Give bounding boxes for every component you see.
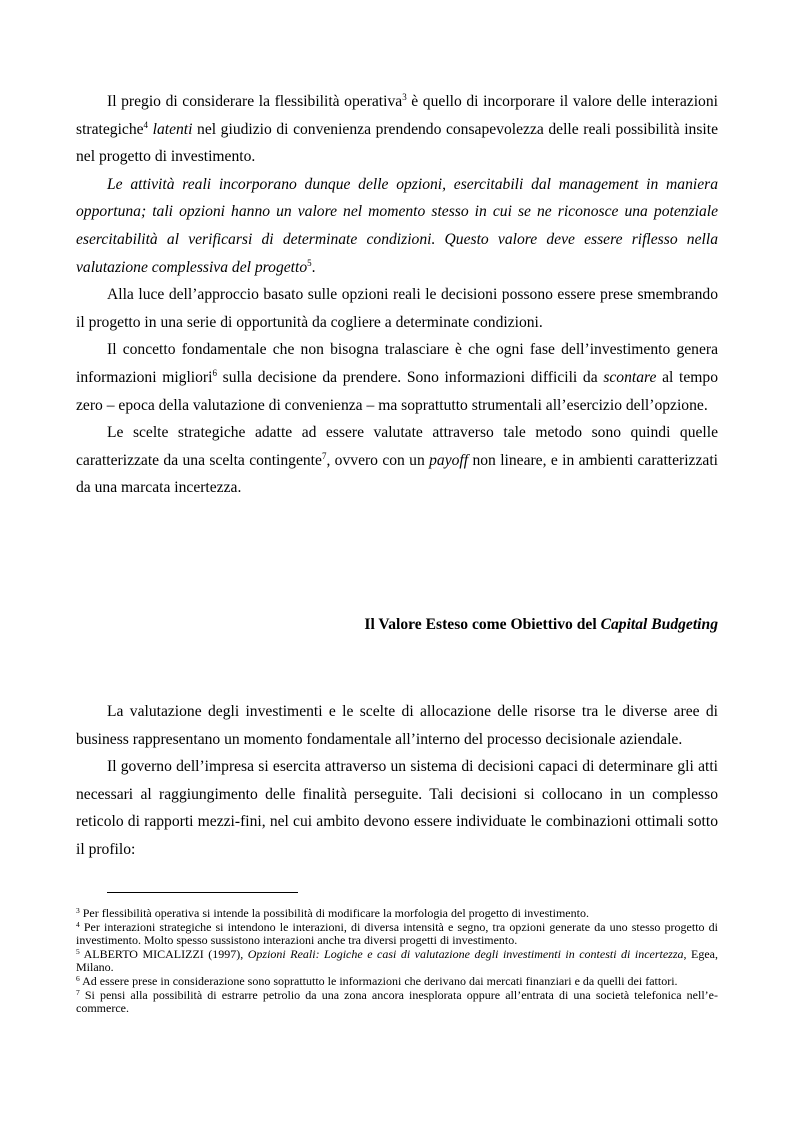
paragraph-attivita-reali xyxy=(76,171,718,281)
footnote-ref-3[interactable]: 3 xyxy=(402,92,407,102)
document-page xyxy=(76,88,719,1016)
text-run: nel giudizio di convenienza prendendo consapevolezza delle reali possibilità insite nel progetto di investimento. xyxy=(76,120,718,166)
paragraph-flessibilita xyxy=(76,88,718,171)
paragraph-approccio: Alla luce dell’approccio basato sulle opzioni reali le decisioni possono essere prese smembrando il progetto in una serie di opportunità da cogliere a determinate condizioni. xyxy=(76,286,718,331)
italic-quote: Le attività reali incorporano dunque delle opzioni, esercitabili dal management in maniera opportuna; tali opzioni hanno un valore nel momento stesso in cui se ne riconosce una potenziale esercitabilità al verificarsi di determinate condizioni. Questo valore deve essere riflesso nella valutazione complessiva del progetto xyxy=(76,175,718,276)
footnote-ref-7[interactable]: 7 xyxy=(321,450,327,461)
footnote-4 xyxy=(76,921,718,948)
footnote-number: 4 xyxy=(76,919,80,929)
paragraph-valutazione: La valutazione degli investimenti e le scelte di allocazione delle risorse tra le diverse aree di business rappresentano un momento fondamentale all’interno del processo decisionale aziendale. xyxy=(76,703,718,748)
footnote-number: 6 xyxy=(76,973,80,983)
text-run: è quello di incorporare il valore delle interazioni strategiche xyxy=(76,93,718,138)
footnote-text: ALBERTO MICALIZZI (1997), xyxy=(79,946,248,961)
text-run: non lineare, e in ambienti caratterizzati da una marcata incertezza. xyxy=(76,451,718,497)
text-run: , ovvero con un xyxy=(326,451,430,469)
footnote-separator xyxy=(107,892,298,893)
section-body xyxy=(76,698,718,864)
italic-term: latenti xyxy=(152,120,193,138)
footnote-3 xyxy=(76,907,718,921)
footnote-text: Ad essere prese in considerazione sono soprattutto le informazioni che derivano dai mercati finanziari e da quelli dei fattori. xyxy=(79,973,678,988)
footnote-ref-5[interactable]: 5 xyxy=(307,257,312,268)
footnote-text: Per flessibilità operativa si intende la possibilità di modificare la morfologia del progetto di investimento. xyxy=(79,906,589,920)
paragraph-concetto xyxy=(76,336,718,419)
text-run: Il concetto fondamentale che non bisogna tralasciare è che ogni fase dell’investimento genera informazioni migliori xyxy=(76,341,718,386)
footnote-number: 7 xyxy=(76,987,80,997)
text-run: sulla decisione da prendere. Sono informazioni difficili da xyxy=(216,368,604,386)
footnote-5 xyxy=(76,948,718,975)
footnote-ref-6[interactable]: 6 xyxy=(212,367,217,378)
footnote-number: 3 xyxy=(76,906,80,915)
footnote-number: 5 xyxy=(76,946,80,956)
text-run: Il pregio di considerare la flessibilità operativa xyxy=(107,93,403,110)
footnotes xyxy=(76,907,718,1016)
footnote-text: , Egea, Milano. xyxy=(76,946,719,975)
section-heading xyxy=(364,616,718,634)
footnote-book-title: Opzioni Reali: Logiche e casi di valutazione degli investimenti in contesti di incertezza xyxy=(247,946,684,961)
heading-text: Il Valore Esteso come Obiettivo del xyxy=(364,616,601,633)
footnote-text: Si pensi alla possibilità di estrarre petrolio da una zona ancora inesplorata oppure all’entrata di una società telefonica nell’e-commerce. xyxy=(76,987,718,1016)
footnote-6 xyxy=(76,975,718,989)
text-run: Le scelte strategiche adatte ad essere valutate attraverso tale metodo sono quindi quelle caratterizzate da una scelta contingente xyxy=(76,424,718,469)
paragraph-scelte xyxy=(76,419,718,502)
paragraph-governo: Il governo dell’impresa si esercita attraverso un sistema di decisioni capaci di determinare gli atti necessari al raggiungimento delle finalità perseguite. Tali decisioni si collocano in un complesso reticolo di rapporti mezzi-fini, nel cui ambito devono essere individuate le combinazioni ottimali sotto il profilo: xyxy=(76,758,718,858)
text-run: . xyxy=(311,258,316,276)
heading-italic: Capital Budgeting xyxy=(600,616,718,633)
italic-term: payoff xyxy=(429,451,469,469)
footnote-text: Per interazioni strategiche si intendono le interazioni, di diversa intensità e segno, tra opzioni generate da uno stesso progetto di investimento. Molto spesso sussistono interazioni anche tra diversi progetti di investimento. xyxy=(76,919,718,948)
text-run: al tempo zero – epoca della valutazione di convenienza – ma soprattutto strumentali all’esercizio dell’opzione. xyxy=(76,368,719,414)
footnote-7 xyxy=(76,989,718,1016)
italic-term: scontare xyxy=(603,368,657,386)
footnote-ref-4[interactable]: 4 xyxy=(143,119,149,130)
